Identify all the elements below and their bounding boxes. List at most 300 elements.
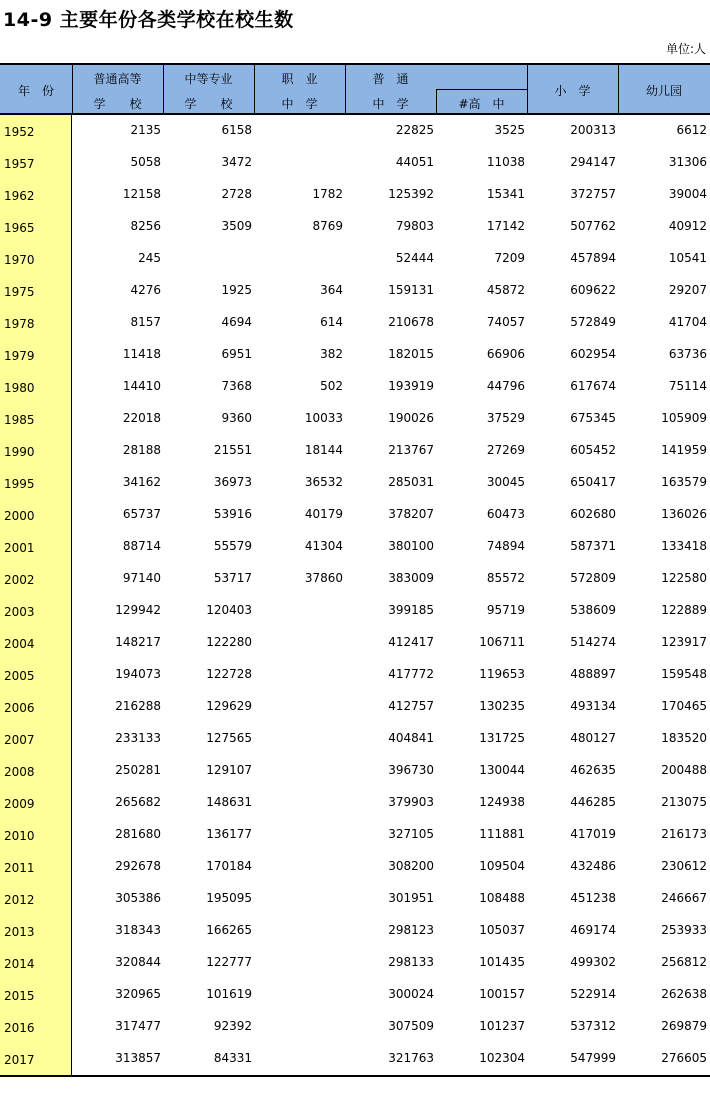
table-row (0, 307, 710, 339)
specialized-cell: 122728 (206, 667, 252, 681)
kindergarten-cell: 246667 (661, 891, 707, 905)
year-cell (0, 403, 72, 435)
primary-cell: 617674 (570, 379, 616, 393)
secondary-cell: 327105 (388, 827, 434, 841)
higher-cell: 129942 (115, 603, 161, 617)
specialized-cell: 55579 (213, 539, 252, 553)
year-cell (0, 179, 72, 211)
table-row (0, 147, 710, 179)
year-cell (0, 115, 72, 147)
secondary-cell: 213767 (388, 443, 434, 457)
specialized-cell: 129629 (206, 699, 252, 713)
higher-cell: 5058 (130, 155, 161, 169)
senior-cell: 105037 (479, 923, 525, 937)
specialized-cell: 127565 (206, 731, 252, 745)
vocational-cell: 40179 (304, 507, 343, 521)
table-row (0, 1011, 710, 1043)
year-cell (0, 627, 72, 659)
year-label: 1995 (4, 477, 35, 491)
vocational-cell: 1782 (312, 187, 343, 201)
year-cell (0, 243, 72, 275)
kindergarten-cell: 141959 (661, 443, 707, 457)
primary-cell: 451238 (570, 891, 616, 905)
primary-cell: 514274 (570, 635, 616, 649)
year-cell (0, 915, 72, 947)
year-cell (0, 339, 72, 371)
year-cell (0, 147, 72, 179)
kindergarten-cell: 216173 (661, 827, 707, 841)
kindergarten-cell: 39004 (668, 187, 707, 201)
header-secondary-specialized (163, 65, 254, 113)
primary-cell: 602680 (570, 507, 616, 521)
specialized-cell: 195095 (206, 891, 252, 905)
senior-cell: 101237 (479, 1019, 525, 1033)
year-label: 2009 (4, 797, 35, 811)
secondary-cell: 79803 (395, 219, 434, 233)
table-row (0, 371, 710, 403)
secondary-cell: 298133 (388, 955, 434, 969)
kindergarten-cell: 163579 (661, 475, 707, 489)
primary-cell: 587371 (570, 539, 616, 553)
table-bottom-rule (0, 1075, 710, 1077)
kindergarten-cell: 41704 (668, 315, 707, 329)
year-label: 2015 (4, 989, 35, 1003)
header-regular-higher (72, 65, 163, 113)
year-label: 1965 (4, 221, 35, 235)
senior-cell: 130044 (479, 763, 525, 777)
primary-cell: 675345 (570, 411, 616, 425)
primary-cell: 547999 (570, 1051, 616, 1065)
primary-cell: 609622 (570, 283, 616, 297)
senior-cell: 30045 (486, 475, 525, 489)
table-row (0, 755, 710, 787)
year-label: 2012 (4, 893, 35, 907)
primary-cell: 462635 (570, 763, 616, 777)
primary-cell: 480127 (570, 731, 616, 745)
header-secondary-specialized-line2: 学 校 (184, 97, 233, 111)
kindergarten-cell: 29207 (668, 283, 707, 297)
specialized-cell: 7368 (221, 379, 252, 393)
senior-cell: 130235 (479, 699, 525, 713)
higher-cell: 88714 (122, 539, 161, 553)
senior-cell: 15341 (486, 187, 525, 201)
higher-cell: 148217 (115, 635, 161, 649)
header-year-label: 年 份 (17, 84, 54, 98)
specialized-cell: 120403 (206, 603, 252, 617)
secondary-cell: 125392 (388, 187, 434, 201)
secondary-cell: 159131 (388, 283, 434, 297)
higher-cell: 318343 (115, 923, 161, 937)
year-label: 2004 (4, 637, 35, 651)
primary-cell: 507762 (570, 219, 616, 233)
vocational-cell: 364 (320, 283, 343, 297)
table-row (0, 851, 710, 883)
year-cell (0, 467, 72, 499)
primary-cell: 522914 (570, 987, 616, 1001)
vocational-cell: 18144 (304, 443, 343, 457)
year-cell (0, 563, 72, 595)
higher-cell: 250281 (115, 763, 161, 777)
year-label: 1952 (4, 125, 35, 139)
specialized-cell: 122280 (206, 635, 252, 649)
specialized-cell: 129107 (206, 763, 252, 777)
primary-cell: 650417 (570, 475, 616, 489)
year-label: 1990 (4, 445, 35, 459)
primary-cell: 602954 (570, 347, 616, 361)
specialized-cell: 148631 (206, 795, 252, 809)
year-cell (0, 595, 72, 627)
year-cell (0, 979, 72, 1011)
header-senior-high (436, 65, 527, 113)
higher-cell: 97140 (122, 571, 161, 585)
higher-cell: 216288 (115, 699, 161, 713)
table-row (0, 179, 710, 211)
table-row (0, 531, 710, 563)
table-row (0, 115, 710, 147)
kindergarten-cell: 136026 (661, 507, 707, 521)
secondary-cell: 412417 (388, 635, 434, 649)
secondary-cell: 412757 (388, 699, 434, 713)
primary-cell: 538609 (570, 603, 616, 617)
table-row (0, 499, 710, 531)
header-kindergarten-label: 幼儿园 (645, 84, 682, 98)
higher-cell: 11418 (122, 347, 161, 361)
senior-cell: 95719 (486, 603, 525, 617)
year-cell (0, 371, 72, 403)
higher-cell: 233133 (115, 731, 161, 745)
page-title: 14-9 主要年份各类学校在校生数 (3, 9, 294, 31)
higher-cell: 2135 (130, 123, 161, 137)
table-row (0, 467, 710, 499)
primary-cell: 499302 (570, 955, 616, 969)
kindergarten-cell: 276605 (661, 1051, 707, 1065)
specialized-cell: 9360 (221, 411, 252, 425)
kindergarten-cell: 63736 (668, 347, 707, 361)
higher-cell: 14410 (122, 379, 161, 393)
year-cell (0, 755, 72, 787)
table-row (0, 339, 710, 371)
higher-cell: 8157 (130, 315, 161, 329)
higher-cell: 281680 (115, 827, 161, 841)
higher-cell: 292678 (115, 859, 161, 873)
year-cell (0, 883, 72, 915)
year-cell (0, 531, 72, 563)
secondary-cell: 22825 (395, 123, 434, 137)
header-year (0, 65, 72, 113)
secondary-cell: 190026 (388, 411, 434, 425)
primary-cell: 200313 (570, 123, 616, 137)
table-row (0, 627, 710, 659)
higher-cell: 265682 (115, 795, 161, 809)
senior-cell: 106711 (479, 635, 525, 649)
specialized-cell: 53916 (213, 507, 252, 521)
year-cell (0, 1011, 72, 1043)
secondary-cell: 379903 (388, 795, 434, 809)
year-label: 1978 (4, 317, 35, 331)
year-label: 1957 (4, 157, 35, 171)
table-row (0, 435, 710, 467)
senior-cell: 74894 (486, 539, 525, 553)
primary-cell: 572809 (570, 571, 616, 585)
header-secondary-specialized-line1: 中等专业 (184, 72, 233, 86)
header-primary-label: 小 学 (554, 84, 591, 98)
kindergarten-cell: 40912 (668, 219, 707, 233)
vocational-cell: 614 (320, 315, 343, 329)
year-label: 1979 (4, 349, 35, 363)
secondary-cell: 193919 (388, 379, 434, 393)
specialized-cell: 6158 (221, 123, 252, 137)
year-cell (0, 307, 72, 339)
header-regular-secondary-line2: 中 学 (372, 97, 409, 111)
secondary-cell: 52444 (395, 251, 434, 265)
higher-cell: 34162 (122, 475, 161, 489)
specialized-cell: 3472 (221, 155, 252, 169)
table-row (0, 275, 710, 307)
table-row (0, 947, 710, 979)
specialized-cell: 4694 (221, 315, 252, 329)
vocational-cell: 502 (320, 379, 343, 393)
vocational-cell: 10033 (304, 411, 343, 425)
specialized-cell: 122777 (206, 955, 252, 969)
kindergarten-cell: 213075 (661, 795, 707, 809)
vocational-cell: 37860 (304, 571, 343, 585)
header-vocational-line1: 职 业 (281, 72, 318, 86)
year-label: 2010 (4, 829, 35, 843)
kindergarten-cell: 230612 (661, 859, 707, 873)
header-regular-secondary-line1: 普 通 (372, 72, 409, 86)
secondary-cell: 301951 (388, 891, 434, 905)
header-vocational (254, 65, 345, 113)
header-vocational-line2: 中 学 (281, 97, 318, 111)
year-label: 2016 (4, 1021, 35, 1035)
table-row (0, 787, 710, 819)
vocational-cell: 8769 (312, 219, 343, 233)
year-cell (0, 819, 72, 851)
header-regular-higher-line1: 普通高等 (93, 72, 142, 86)
kindergarten-cell: 31306 (668, 155, 707, 169)
secondary-cell: 182015 (388, 347, 434, 361)
primary-cell: 572849 (570, 315, 616, 329)
table-row (0, 595, 710, 627)
kindergarten-cell: 122889 (661, 603, 707, 617)
header-regular-secondary (345, 65, 436, 113)
statistics-table (0, 63, 710, 1075)
header-primary (527, 65, 618, 113)
specialized-cell: 92392 (213, 1019, 252, 1033)
year-cell (0, 787, 72, 819)
table-row (0, 563, 710, 595)
higher-cell: 194073 (115, 667, 161, 681)
secondary-cell: 308200 (388, 859, 434, 873)
table-row (0, 211, 710, 243)
primary-cell: 457894 (570, 251, 616, 265)
year-cell (0, 435, 72, 467)
year-label: 2013 (4, 925, 35, 939)
higher-cell: 65737 (122, 507, 161, 521)
secondary-cell: 383009 (388, 571, 434, 585)
specialized-cell: 2728 (221, 187, 252, 201)
specialized-cell: 84331 (213, 1051, 252, 1065)
vocational-cell: 36532 (304, 475, 343, 489)
year-cell (0, 947, 72, 979)
senior-cell: 44796 (486, 379, 525, 393)
senior-cell: 102304 (479, 1051, 525, 1065)
year-label: 2002 (4, 573, 35, 587)
senior-cell: 119653 (479, 667, 525, 681)
senior-cell: 74057 (486, 315, 525, 329)
year-cell (0, 691, 72, 723)
senior-cell: 131725 (479, 731, 525, 745)
primary-cell: 432486 (570, 859, 616, 873)
specialized-cell: 21551 (213, 443, 252, 457)
year-label: 1985 (4, 413, 35, 427)
senior-cell: 66906 (486, 347, 525, 361)
table-row (0, 691, 710, 723)
secondary-cell: 44051 (395, 155, 434, 169)
secondary-cell: 399185 (388, 603, 434, 617)
kindergarten-cell: 253933 (661, 923, 707, 937)
secondary-cell: 396730 (388, 763, 434, 777)
secondary-cell: 300024 (388, 987, 434, 1001)
table-row (0, 243, 710, 275)
year-cell (0, 211, 72, 243)
kindergarten-cell: 105909 (661, 411, 707, 425)
primary-cell: 537312 (570, 1019, 616, 1033)
table-row (0, 723, 710, 755)
higher-cell: 4276 (130, 283, 161, 297)
table-row (0, 979, 710, 1011)
higher-cell: 320965 (115, 987, 161, 1001)
table-row (0, 659, 710, 691)
primary-cell: 488897 (570, 667, 616, 681)
kindergarten-cell: 170465 (661, 699, 707, 713)
table-row (0, 1043, 710, 1075)
table-row (0, 883, 710, 915)
year-cell (0, 499, 72, 531)
secondary-cell: 307509 (388, 1019, 434, 1033)
secondary-cell: 378207 (388, 507, 434, 521)
higher-cell: 12158 (122, 187, 161, 201)
secondary-cell: 321763 (388, 1051, 434, 1065)
higher-cell: 22018 (122, 411, 161, 425)
kindergarten-cell: 75114 (668, 379, 707, 393)
senior-cell: 108488 (479, 891, 525, 905)
primary-cell: 446285 (570, 795, 616, 809)
specialized-cell: 101619 (206, 987, 252, 1001)
table-row (0, 403, 710, 435)
year-label: 1962 (4, 189, 35, 203)
specialized-cell: 3509 (221, 219, 252, 233)
secondary-cell: 380100 (388, 539, 434, 553)
year-label: 1970 (4, 253, 35, 267)
senior-cell: 111881 (479, 827, 525, 841)
year-label: 2000 (4, 509, 35, 523)
specialized-cell: 6951 (221, 347, 252, 361)
vocational-cell: 382 (320, 347, 343, 361)
specialized-cell: 36973 (213, 475, 252, 489)
senior-cell: 17142 (486, 219, 525, 233)
higher-cell: 313857 (115, 1051, 161, 1065)
primary-cell: 417019 (570, 827, 616, 841)
year-label: 2006 (4, 701, 35, 715)
senior-cell: 3525 (494, 123, 525, 137)
year-label: 2017 (4, 1053, 35, 1067)
primary-cell: 372757 (570, 187, 616, 201)
primary-cell: 605452 (570, 443, 616, 457)
senior-cell: 109504 (479, 859, 525, 873)
specialized-cell: 53717 (213, 571, 252, 585)
senior-cell: 7209 (494, 251, 525, 265)
higher-cell: 245 (138, 251, 161, 265)
higher-cell: 305386 (115, 891, 161, 905)
higher-cell: 317477 (115, 1019, 161, 1033)
primary-cell: 469174 (570, 923, 616, 937)
kindergarten-cell: 200488 (661, 763, 707, 777)
year-cell (0, 659, 72, 691)
year-cell (0, 851, 72, 883)
kindergarten-cell: 256812 (661, 955, 707, 969)
higher-cell: 8256 (130, 219, 161, 233)
table-body (0, 115, 710, 1075)
header-kindergarten (618, 65, 710, 113)
senior-cell: 100157 (479, 987, 525, 1001)
year-label: 1975 (4, 285, 35, 299)
header-regular-higher-line2: 学 校 (93, 97, 142, 111)
secondary-cell: 285031 (388, 475, 434, 489)
specialized-cell: 170184 (206, 859, 252, 873)
secondary-cell: 417772 (388, 667, 434, 681)
year-label: 2008 (4, 765, 35, 779)
senior-cell: 124938 (479, 795, 525, 809)
specialized-cell: 136177 (206, 827, 252, 841)
senior-cell: 11038 (486, 155, 525, 169)
kindergarten-cell: 269879 (661, 1019, 707, 1033)
unit-label: 单位:人 (665, 42, 706, 56)
year-label: 2014 (4, 957, 35, 971)
senior-cell: 37529 (486, 411, 525, 425)
primary-cell: 493134 (570, 699, 616, 713)
kindergarten-cell: 10541 (668, 251, 707, 265)
kindergarten-cell: 122580 (661, 571, 707, 585)
secondary-cell: 210678 (388, 315, 434, 329)
year-cell (0, 1043, 72, 1075)
secondary-cell: 404841 (388, 731, 434, 745)
kindergarten-cell: 6612 (676, 123, 707, 137)
kindergarten-cell: 159548 (661, 667, 707, 681)
specialized-cell: 1925 (221, 283, 252, 297)
higher-cell: 320844 (115, 955, 161, 969)
year-label: 1980 (4, 381, 35, 395)
vocational-cell: 41304 (304, 539, 343, 553)
senior-cell: 45872 (486, 283, 525, 297)
year-label: 2007 (4, 733, 35, 747)
year-cell (0, 723, 72, 755)
senior-cell: 27269 (486, 443, 525, 457)
senior-cell: 101435 (479, 955, 525, 969)
kindergarten-cell: 133418 (661, 539, 707, 553)
table-row (0, 819, 710, 851)
header-senior-high-label: #高 中 (458, 97, 505, 111)
year-label: 2003 (4, 605, 35, 619)
senior-cell: 60473 (486, 507, 525, 521)
year-cell (0, 275, 72, 307)
year-label: 2011 (4, 861, 35, 875)
table-row (0, 915, 710, 947)
year-label: 2005 (4, 669, 35, 683)
kindergarten-cell: 123917 (661, 635, 707, 649)
secondary-cell: 298123 (388, 923, 434, 937)
higher-cell: 28188 (122, 443, 161, 457)
